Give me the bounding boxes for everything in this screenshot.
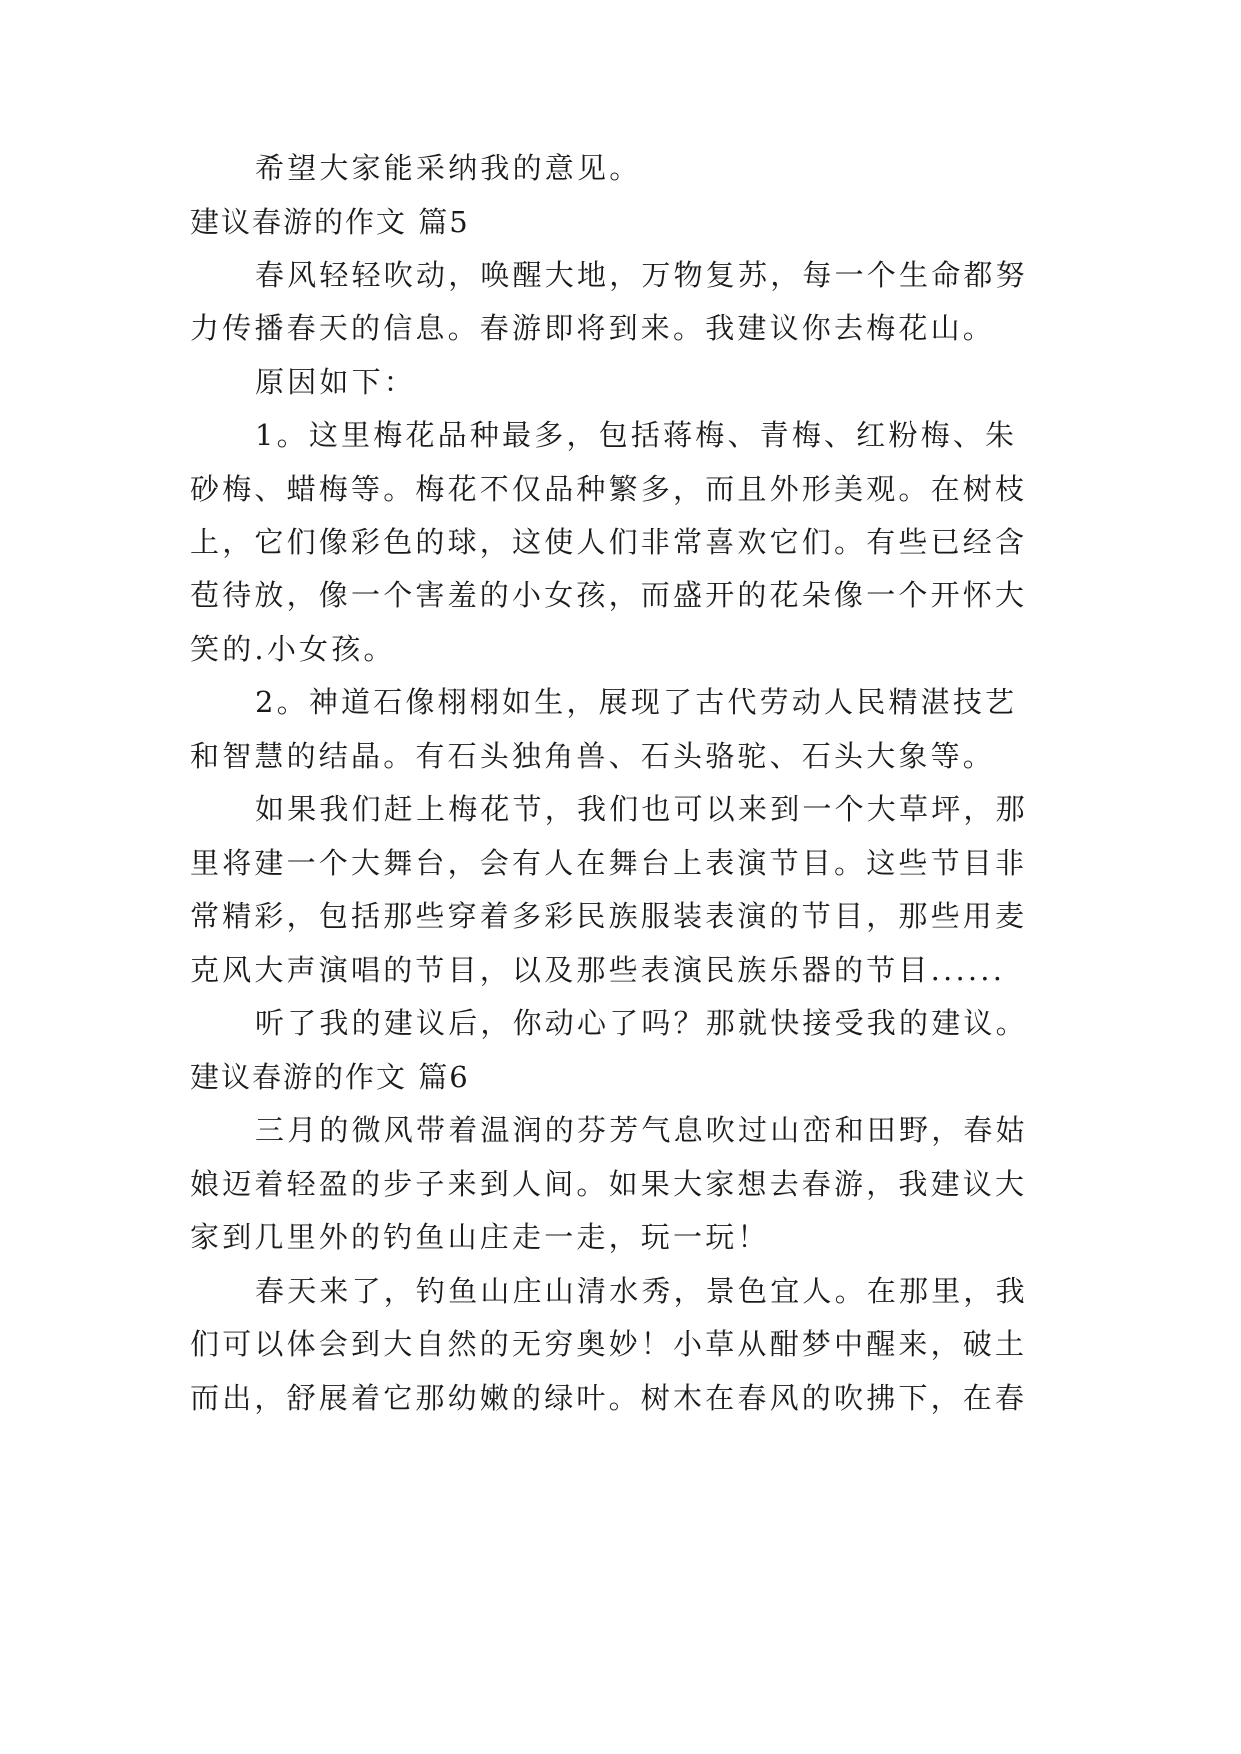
paragraph-line: 春天来了，钓鱼山庄山清水秀，景色宜人。在那里，我 bbox=[255, 1274, 1028, 1308]
paragraph-line: 上，它们像彩色的球，这使人们非常喜欢它们。有些已经含 bbox=[190, 525, 1028, 559]
section-heading: 建议春游的作文 篇5 bbox=[190, 205, 470, 239]
paragraph-line: 2。神道石像栩栩如生，展现了古代劳动人民精湛技艺 bbox=[255, 685, 1018, 719]
paragraph-line: 原因如下： bbox=[255, 365, 417, 399]
paragraph-line: 砂梅、蜡梅等。梅花不仅品种繁多，而且外形美观。在树枝 bbox=[190, 472, 1028, 506]
paragraph-line: 力传播春天的信息。春游即将到来。我建议你去梅花山。 bbox=[190, 311, 996, 345]
paragraph-line: 听了我的建议后，你动心了吗？那就快接受我的建议。 bbox=[255, 1006, 1028, 1040]
paragraph-line: 和智慧的结晶。有石头独角兽、石头骆驼、石头大象等。 bbox=[190, 739, 996, 773]
paragraph-line: 里将建一个大舞台，会有人在舞台上表演节目。这些节目非 bbox=[190, 846, 1028, 880]
paragraph-line: 克风大声演唱的节目，以及那些表演民族乐器的节目...... bbox=[190, 953, 1006, 987]
paragraph-line: 们可以体会到大自然的无穷奥妙！小草从酣梦中醒来，破土 bbox=[190, 1327, 1028, 1361]
paragraph-line: 笑的.小女孩。 bbox=[190, 632, 396, 666]
paragraph-line: 希望大家能采纳我的意见。 bbox=[255, 151, 642, 185]
section-heading: 建议春游的作文 篇6 bbox=[190, 1060, 470, 1094]
paragraph-line: 常精彩，包括那些穿着多彩民族服装表演的节目，那些用麦 bbox=[190, 899, 1028, 933]
paragraph-line: 而出，舒展着它那幼嫩的绿叶。树木在春风的吹拂下，在春 bbox=[190, 1381, 1028, 1415]
paragraph-line: 家到几里外的钓鱼山庄走一走，玩一玩！ bbox=[190, 1220, 770, 1254]
paragraph-line: 娘迈着轻盈的步子来到人间。如果大家想去春游，我建议大 bbox=[190, 1167, 1028, 1201]
paragraph-line: 春风轻轻吹动，唤醒大地，万物复苏，每一个生命都努 bbox=[255, 258, 1028, 292]
paragraph-line: 1。这里梅花品种最多，包括蒋梅、青梅、红粉梅、朱 bbox=[255, 418, 1018, 452]
paragraph-line: 苞待放，像一个害羞的小女孩，而盛开的花朵像一个开怀大 bbox=[190, 578, 1028, 612]
paragraph-line: 三月的微风带着温润的芬芳气息吹过山峦和田野，春姑 bbox=[255, 1113, 1028, 1147]
paragraph-line: 如果我们赶上梅花节，我们也可以来到一个大草坪，那 bbox=[255, 792, 1028, 826]
